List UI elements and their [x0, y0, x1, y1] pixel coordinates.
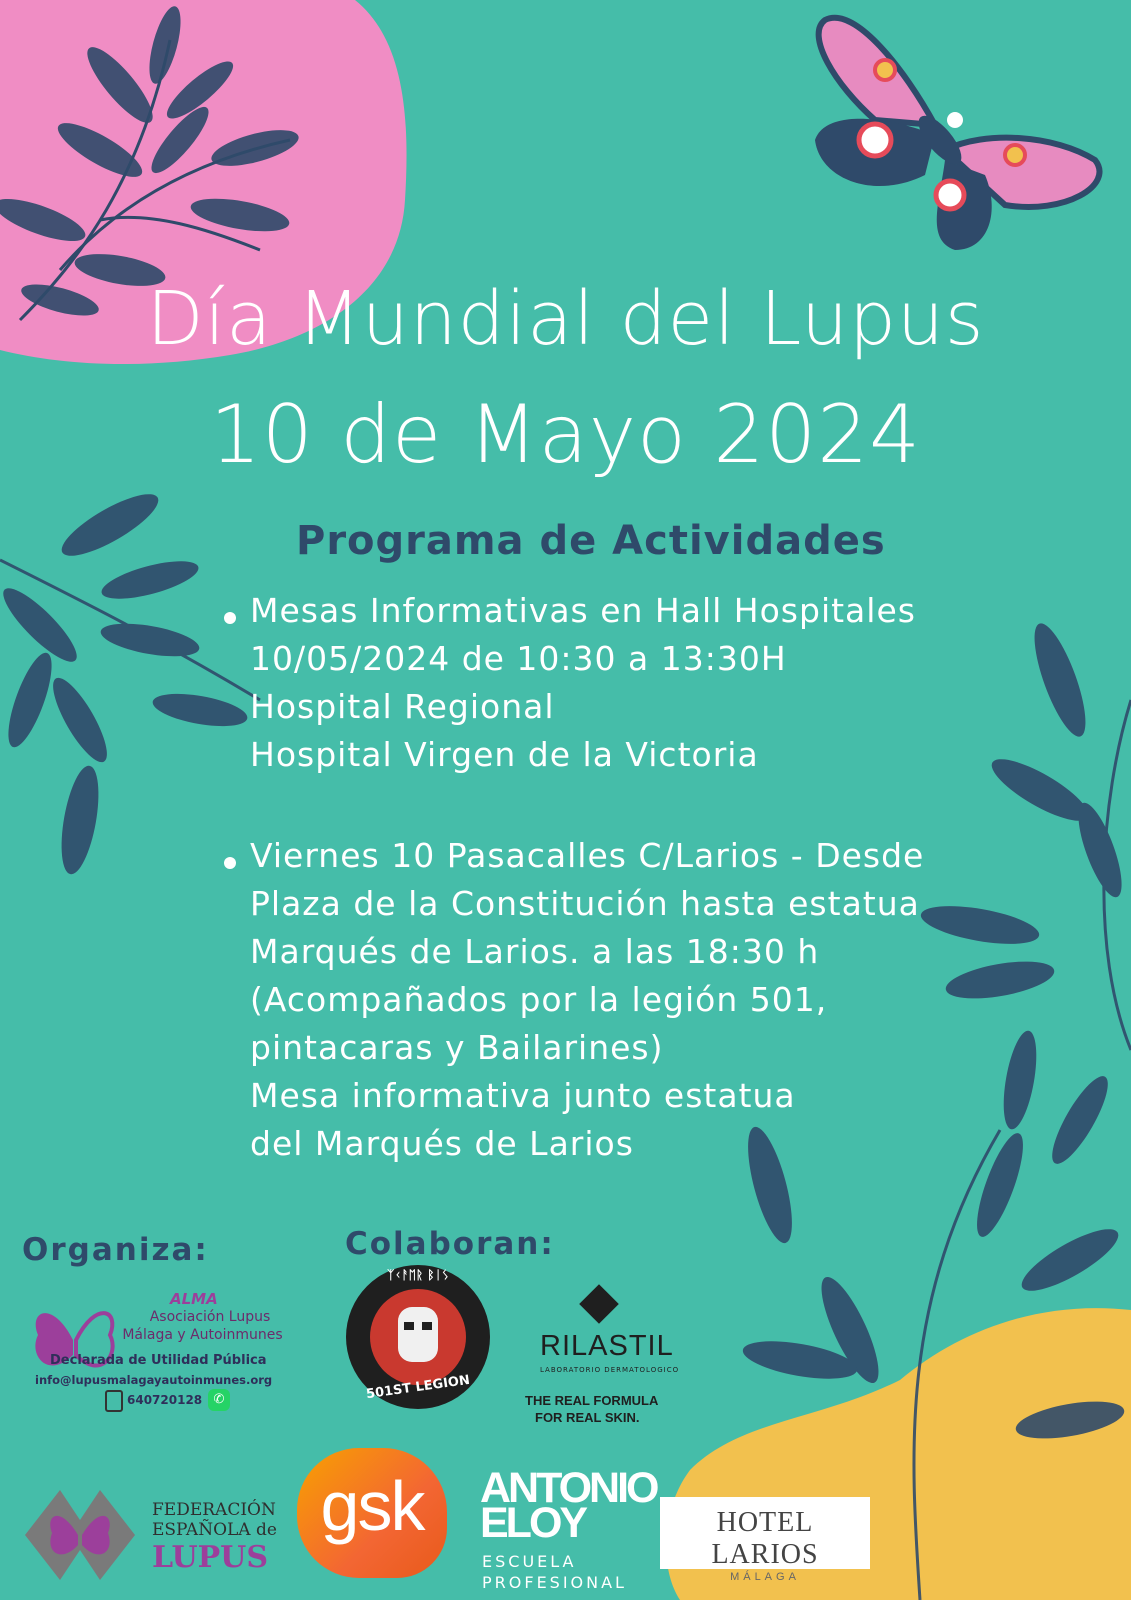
antonio-eloy-line2: ELOY — [480, 1499, 586, 1547]
antonio-eloy-line4: PROFESIONAL — [482, 1573, 627, 1592]
activity-line: Hospital Regional — [250, 687, 555, 726]
activity-line: Mesas Informativas en Hall Hospitales — [250, 591, 916, 630]
antonio-eloy-line1: ANTONIO — [480, 1464, 657, 1512]
federacion-line2: ESPAÑOLA de — [152, 1520, 277, 1540]
hotel-city: MÁLAGA — [730, 1571, 800, 1583]
organiza-label: Organiza: — [22, 1232, 209, 1268]
activity-line: Plaza de la Constitución hasta estatua — [250, 884, 920, 923]
activity-line: 10/05/2024 de 10:30 a 13:30H — [250, 639, 787, 678]
alma-logo-block — [20, 1285, 290, 1445]
colaboran-label: Colaboran: — [345, 1226, 555, 1262]
program-heading: Programa de Actividades — [296, 518, 886, 564]
federacion-line3: LUPUS — [152, 1540, 269, 1575]
activity-line: Hospital Virgen de la Victoria — [250, 735, 759, 774]
antonio-eloy-line3: ESCUELA — [482, 1552, 577, 1571]
activity-line: Marqués de Larios. a las 18:30 h — [250, 932, 820, 971]
alma-declared: Declarada de Utilidad Pública — [50, 1353, 267, 1368]
rilastil-slogan-1: THE REAL FORMULA — [525, 1393, 659, 1408]
page-title: Día Mundial del Lupus — [146, 276, 985, 362]
butterfly-icon — [815, 10, 1115, 265]
leaf-left-mid — [0, 484, 260, 877]
federacion-line1: FEDERACIÓN — [152, 1500, 276, 1520]
whatsapp-icon: ✆ — [208, 1389, 230, 1411]
phone-icon — [105, 1390, 123, 1412]
stormtrooper-icon — [398, 1307, 438, 1362]
activity-line: del Marqués de Larios — [250, 1124, 634, 1163]
activity-line: Mesa informativa junto estatua — [250, 1076, 796, 1115]
activity-line: (Acompañados por la legión 501, — [250, 980, 828, 1019]
gsk-text: gsk — [320, 1467, 424, 1545]
alma-phone: 640720128 — [127, 1393, 203, 1407]
hotel-name: HOTEL LARIOS — [711, 1507, 819, 1570]
activity-line: Viernes 10 Pasacalles C/Larios - Desde — [250, 836, 925, 875]
alma-name: ALMA — [170, 1290, 218, 1308]
bullet-dot — [224, 612, 236, 624]
hotel-larios-logo — [660, 1497, 870, 1583]
activity-line: pintacaras y Bailarines) — [250, 1028, 664, 1067]
federacion-logo — [20, 1475, 140, 1595]
event-date: 10 de Mayo 2024 — [209, 388, 921, 481]
bullet-dot — [224, 857, 236, 869]
activity-2 — [250, 832, 924, 1168]
rilastil-name: RILASTIL — [540, 1330, 674, 1362]
alma-butterfly-logo — [28, 1295, 118, 1385]
legion-top-text: ᛉᚲᚨᛖᚱ ᛒᛁᛊ — [387, 1268, 449, 1282]
alma-line1: Asociación Lupus — [149, 1309, 271, 1325]
rilastil-slogan-2: FOR REAL SKIN. — [535, 1410, 640, 1425]
rilastil-sub: LABORATORIO DERMATOLOGICO — [540, 1366, 680, 1374]
activity-1 — [250, 587, 916, 779]
alma-line2: Málaga y Autoinmunes — [122, 1327, 283, 1343]
legion-bottom-text: 501ST LEGION — [365, 1372, 471, 1403]
gsk-logo — [297, 1448, 447, 1578]
alma-email: info@lupusmalagayautoinmunes.org — [35, 1373, 273, 1387]
